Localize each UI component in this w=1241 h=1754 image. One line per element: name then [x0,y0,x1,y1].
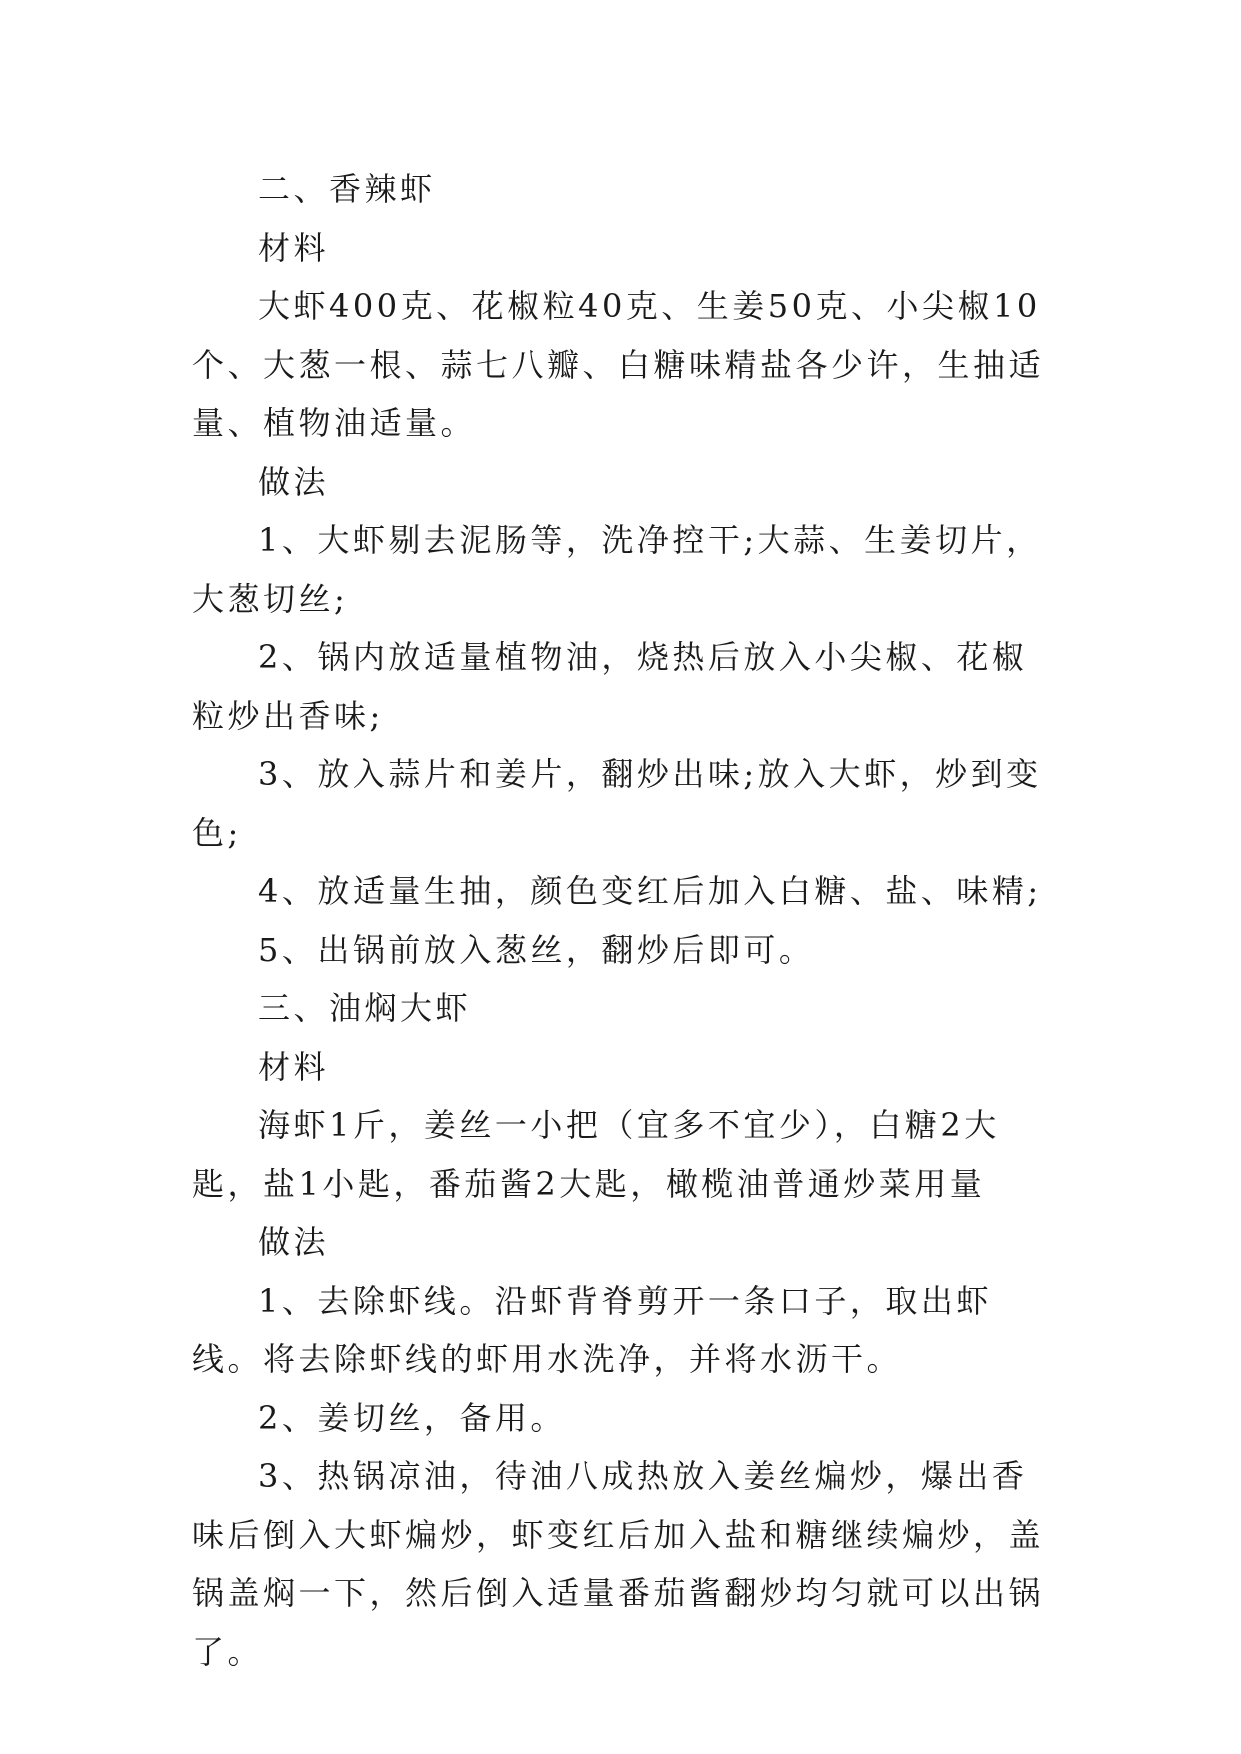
method-label: 做法 [258,462,330,501]
step-3: 3、放入蒜片和姜片，翻炒出味;放入大虾，炒到变色; [192,755,1042,852]
step-3: 3、热锅凉油，待油八成热放入姜丝煸炒，爆出香味后倒入大虾煸炒，虾变红后加入盐和糖继续煸炒，盖锅盖焖一下，然后倒入适量番茄酱翻炒均匀就可以出锅了。 [192,1457,1045,1671]
step-4: 4、放适量生抽，颜色变红后加入白糖、盐、味精; [258,872,1042,910]
step-1: 1、大虾剔去泥肠等，洗净控干;大蒜、生姜切片，大葱切丝; [192,521,1042,618]
ingredients-text: 大虾400克、花椒粒40克、生姜50克、小尖椒10个、大葱一根、蒜七八瓣、白糖味精盐各少许，生抽适量、植物油适量。 [192,287,1045,442]
ingredients-text: 海虾1斤，姜丝一小把（宜多不宜少），白糖2大匙，盐1小匙，番茄酱2大匙，橄榄油普通炒菜用量 [192,1106,1000,1203]
step-2: 2、姜切丝，备用。 [258,1398,566,1437]
step-5: 5、出锅前放入葱丝，翻炒后即可。 [258,930,815,969]
document-body [192,160,1062,1681]
section-heading-spicy-shrimp: 二、香辣虾 [258,170,436,208]
ingredients-label: 材料 [258,228,330,267]
ingredients-label: 材料 [258,1047,330,1086]
step-1: 1、去除虾线。沿虾背脊剪开一条口子，取出虾线。将去除虾线的虾用水洗净，并将水沥干。 [192,1281,992,1378]
method-label: 做法 [258,1223,330,1261]
step-2: 2、锅内放适量植物油，烧热后放入小尖椒、花椒粒炒出香味; [192,638,1028,735]
section-heading-braised-shrimp: 三、油焖大虾 [258,989,472,1027]
